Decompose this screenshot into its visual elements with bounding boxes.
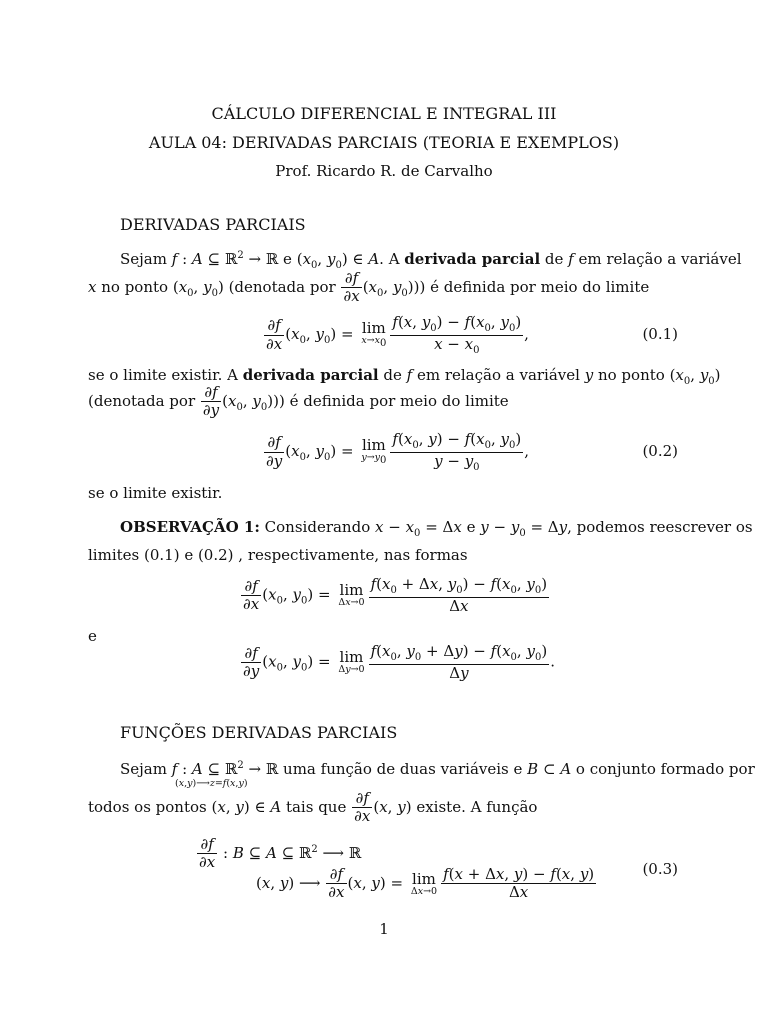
paragraph-line: todos os pontos (x, y) ∈ A tais que $\frac{\partial f}{\partial x}$ (x, y) existe. A função bbox=[88, 789, 538, 826]
equation-0-2: $\frac{\partial f}{\partial y}$ ($x_0$, $y_0) = \lim$ $y\to y_0$ $\frac{f(x_0, y) - f(x_0, y_0)}{y - y_0}$ , bbox=[266, 430, 529, 473]
equation-0-3-line1: $\frac{\partial f}{\partial x}$ : B ⊆ A ⊆ ℝ$^2$ ⟶ ℝ bbox=[199, 835, 362, 872]
author-line: Prof. Ricardo R. de Carvalho bbox=[275, 162, 493, 180]
equation-label-0-1: (0.1) bbox=[642, 325, 678, 343]
mapping-annotation: (x,y)⟶z=f(x,y) bbox=[175, 778, 248, 789]
page-number: 1 bbox=[379, 920, 389, 938]
equation-obs-y: $\frac{\partial f}{\partial y}$ ($x_0$, $y_0) = \lim$ Δy→0 $\frac{f(x_0, y_0 + \Delta y) - f(x_0, y_0)}{\Delta y}$ . bbox=[243, 642, 555, 682]
paragraph-line: se o limite existir. bbox=[88, 484, 223, 502]
equation-label-0-3: (0.3) bbox=[642, 860, 678, 878]
paragraph-line: Sejam f : A ⊆ ℝ$^2$ → ℝ uma função de duas variáveis e B ⊂ A o conjunto formado por bbox=[120, 760, 755, 778]
equation-0-3-line2: (x, y) ⟶ $\frac{\partial f}{\partial x}$ (x, y) = lim Δx→0 $\frac{f(x + \Delta x, y) - f(x, y)}{\Delta x}$ bbox=[256, 865, 595, 902]
section-heading-derivadas-parciais: DERIVADAS PARCIAIS bbox=[120, 215, 306, 234]
conjunction-e: e bbox=[88, 627, 97, 645]
paragraph-line: limites (0.1) e (0.2) , respectivamente, nas formas bbox=[88, 546, 468, 564]
paragraph-line: Sejam f : A ⊆ ℝ$^2$ → ℝ e ($x_0$, $y_0$) ∈ A. A derivada parcial de f em relação a variável bbox=[120, 250, 742, 271]
paragraph-line: (denotada por $\frac{\partial f}{\partial y}$ ($x_0$, $y_0$))) é definida por meio do limite bbox=[88, 383, 509, 420]
lesson-title: AULA 04: DERIVADAS PARCIAIS (TEORIA E EXEMPLOS) bbox=[148, 133, 620, 152]
course-title: CÁLCULO DIFERENCIAL E INTEGRAL III bbox=[211, 104, 557, 123]
section-heading-funcoes-derivadas-parciais: FUNÇÕES DERIVADAS PARCIAIS bbox=[120, 723, 398, 742]
equation-label-0-2: (0.2) bbox=[642, 442, 678, 460]
paragraph-line: x no ponto ($x_0$, $y_0$) (denotada por $\frac{\partial f}{\partial x}$ ($x_0$, $y_0$))) é definida por meio do limite bbox=[88, 269, 650, 306]
equation-obs-x: $\frac{\partial f}{\partial x}$ ($x_0$, $y_0) = \lim$ Δx→0 $\frac{f(x_0 + \Delta x, y_0) - f(x_0, y_0)}{\Delta x}$ bbox=[243, 575, 548, 615]
equation-0-1: $\frac{\partial f}{\partial x}$ ($x_0$, $y_0) = \lim$ $x\to x_0$ $\frac{f(x, y_0) - f(x_0, y_0)}{x - x_0}$ , bbox=[266, 313, 529, 356]
paragraph-line: se o limite existir. A derivada parcial de f em relação a variável y no ponto ($x_0$, $y_0$) bbox=[88, 366, 721, 387]
observation-line: OBSERVAÇÃO 1: Considerando $x - x_0 = \Delta x$ e $y - y_0 = \Delta y$, podemos reescrever os bbox=[120, 518, 753, 539]
